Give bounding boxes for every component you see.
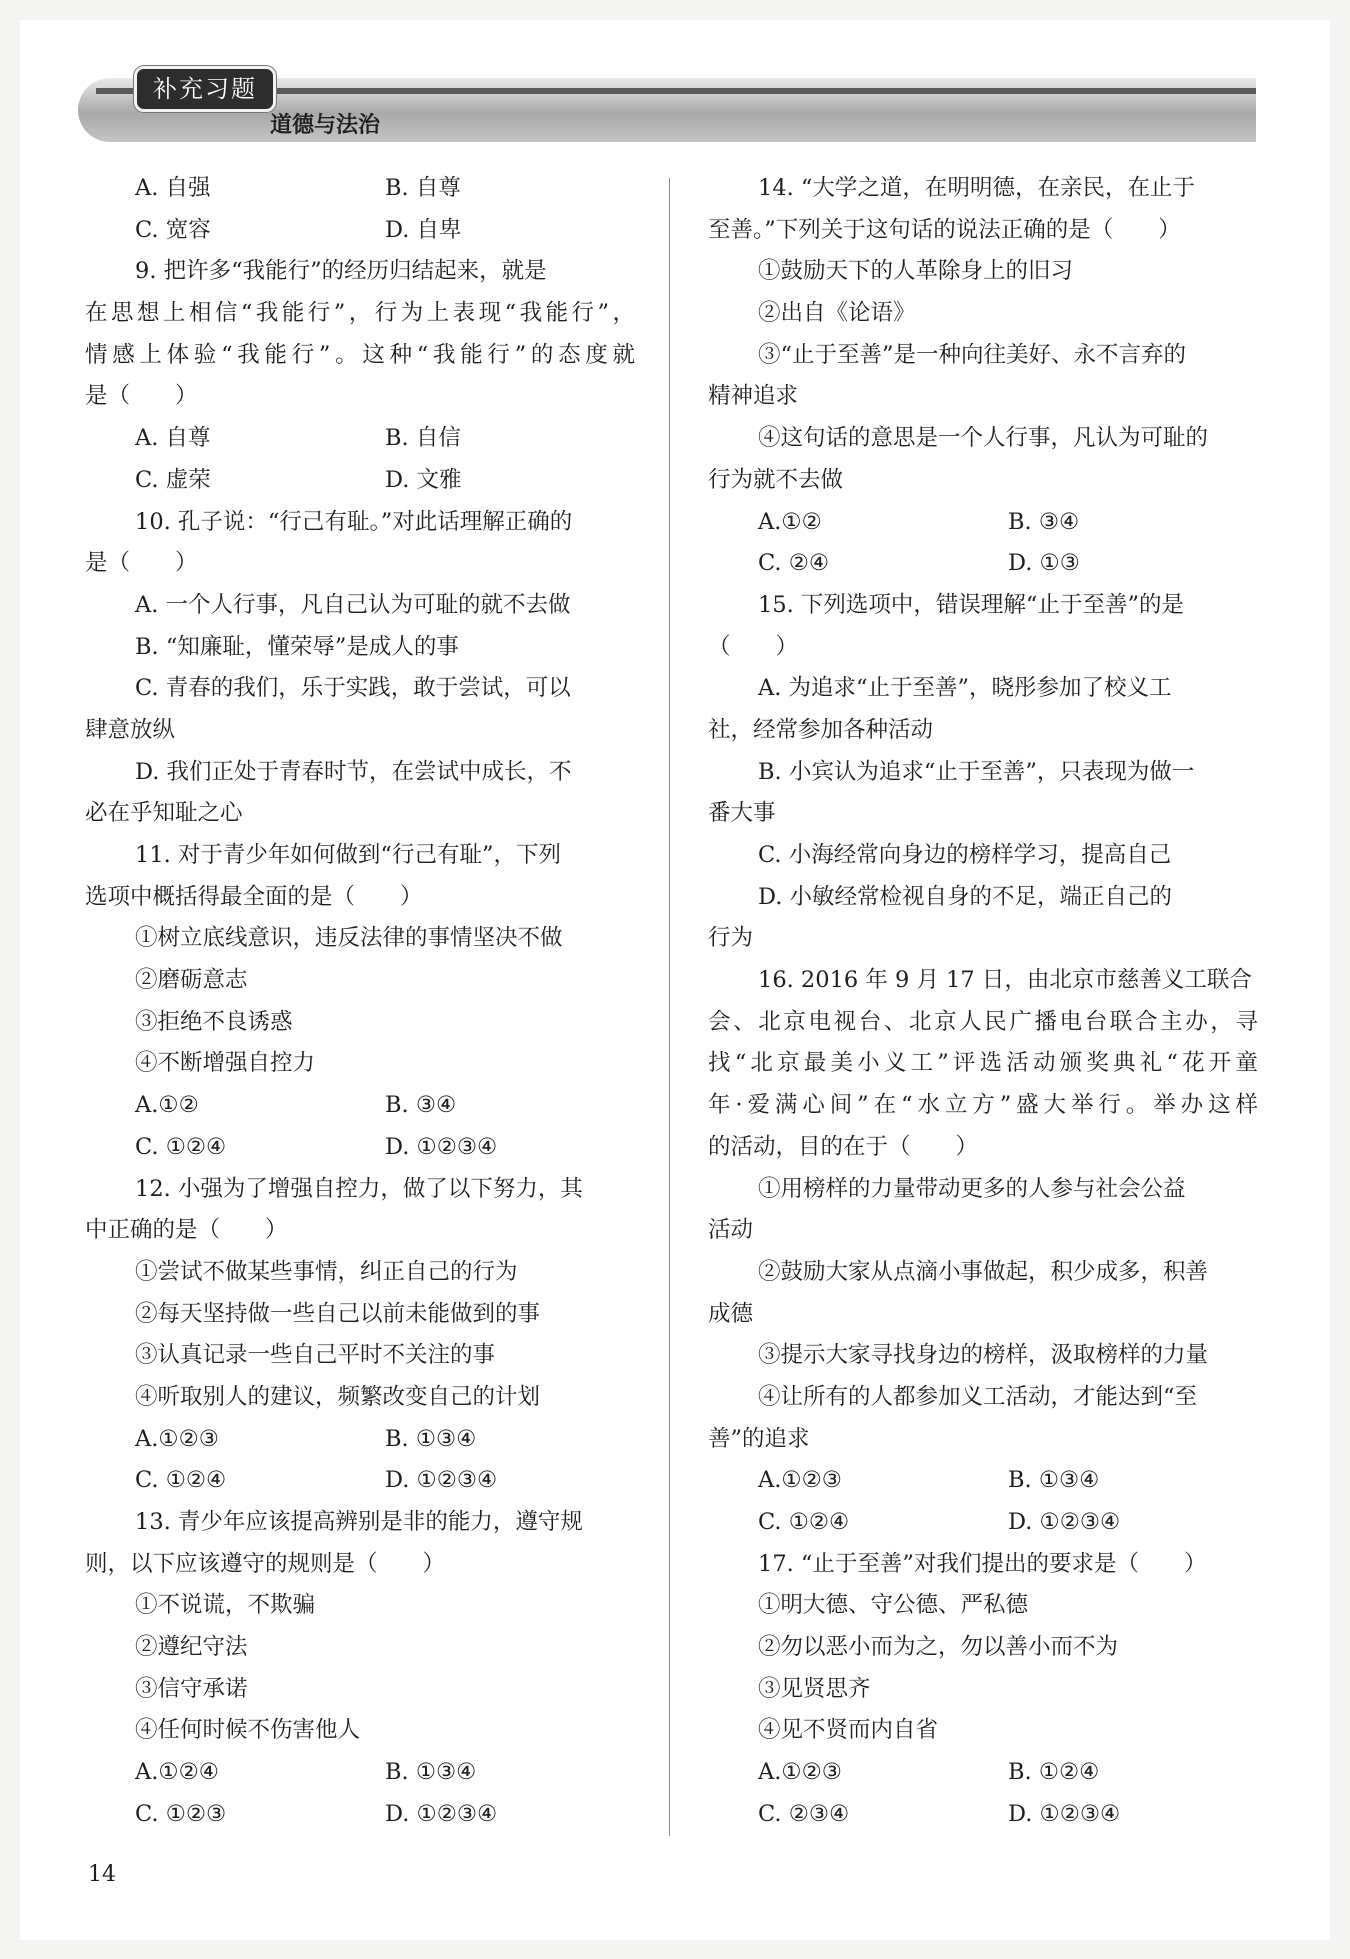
answer-option: C. 宽容 [135,216,211,243]
text-line: ①尝试不做某些事情，纠正自己的行为 [135,1258,518,1285]
text-line: 年·爱满心间”在“水立方”盛大举行。举办这样 [708,1092,1258,1119]
text-line: ③见贤思齐 [758,1675,871,1702]
text-line: 的活动，目的在于（ ） [708,1133,979,1160]
answer-options-row [85,1460,635,1502]
text-line: 成德 [708,1300,754,1327]
text-line: 情感上体验“我能行”。这种“我能行”的态度就 [85,341,635,368]
text-line: 善”的追求 [708,1425,810,1452]
text-line: ②勿以恶小而为之，勿以善小而不为 [758,1634,1119,1661]
text-line: A. 为追求“止于至善”，晓彤参加了校义工 [758,675,1172,702]
answer-options-row [85,1794,635,1836]
answer-option: A.①② [758,508,822,535]
page-number: 14 [88,1862,116,1887]
text-line: 是（ ） [85,383,198,410]
answer-option: C. ①②④ [758,1509,850,1535]
text-line: D. 我们正处于青春时节，在尝试中成长，不 [135,758,572,785]
text-line: C. 小海经常向身边的榜样学习，提高自己 [758,842,1172,868]
text-line: ①鼓励天下的人革除身上的旧习 [758,258,1074,285]
text-line: D. 小敏经常检视自身的不足，端正自己的 [758,883,1173,910]
text-line: ③认真记录一些自己平时不关注的事 [135,1342,496,1369]
text-line: 找“北京最美小义工”评选活动颁奖典礼“花开童 [708,1050,1258,1077]
answer-option: B. 自尊 [385,175,461,201]
answer-options-row [85,460,635,502]
text-line: 在思想上相信“我能行”，行为上表现“我能行”， [85,300,635,327]
answer-option: B. ③④ [385,1092,457,1119]
left-column [85,168,635,1836]
answer-options-row [85,418,635,460]
text-line: B. 小宾认为追求“止于至善”，只表现为做一 [758,758,1195,785]
text-line: ①不说谎，不欺骗 [135,1592,316,1619]
text-line: （ ） [708,633,799,660]
answer-option: C. ②④ [758,550,830,577]
text-line: 14. “大学之道，在明明德，在亲民，在止于 [758,175,1195,201]
answer-option: B. ①③④ [385,1425,477,1452]
text-line: 行为就不去做 [708,466,844,493]
text-line: ③拒绝不良诱惑 [135,1008,293,1035]
text-line: ④让所有的人都参加义工活动，才能达到“至 [758,1383,1198,1410]
answer-option: C. ①②④ [135,1133,227,1160]
text-line: A. 一个人行事，凡自己认为可耻的就不去做 [135,591,571,618]
answer-option: B. ①③④ [385,1759,477,1786]
answer-option: A.①②④ [135,1759,219,1786]
column-divider [669,178,670,1836]
answer-option: A.①②③ [758,1759,842,1786]
text-line: ①明大德、守公德、严私德 [758,1592,1029,1619]
text-line: 中正确的是（ ） [85,1217,288,1244]
answer-options-row [708,502,1258,544]
text-line: 行为 [708,925,754,952]
text-line: 13. 青少年应该提高辨别是非的能力，遵守规 [135,1509,583,1535]
subject-title: 道德与法治 [270,113,381,138]
text-line: 15. 下列选项中，错误理解“止于至善”的是 [758,591,1184,618]
section-tag: 补充习题 [134,66,276,112]
answer-option: D. ①②③④ [385,1800,498,1827]
text-line: 11. 对于青少年如何做到“行己有耻”，下列 [135,842,561,868]
answer-option: A. 自尊 [135,425,211,452]
text-line: 必在乎知耻之心 [85,800,243,827]
answer-options-row [708,1502,1258,1544]
text-line: 番大事 [708,800,776,827]
answer-option: D. ①②③④ [1008,1800,1121,1827]
text-line: ④任何时候不伤害他人 [135,1717,361,1744]
text-line: ②每天坚持做一些自己以前未能做到的事 [135,1300,541,1327]
answer-options-row [85,1127,635,1169]
text-line: ④听取别人的建议，频繁改变自己的计划 [135,1383,541,1410]
text-line: ②出自《论语》 [758,300,916,327]
answer-option: B. 自信 [385,425,461,452]
answer-option: C. ①②④ [135,1467,227,1494]
text-line: 12. 小强为了增强自控力，做了以下努力，其 [135,1175,583,1202]
answer-option: D. 自卑 [385,216,462,243]
answer-option: D. ①②③④ [1008,1509,1121,1535]
text-line: 肆意放纵 [85,716,176,743]
text-line: ③信守承诺 [135,1675,248,1702]
text-line: 17. “止于至善”对我们提出的要求是（ ） [758,1550,1207,1577]
answer-option: B. ①③④ [1008,1467,1100,1494]
text-line: ②磨砺意志 [135,967,248,994]
answer-option: A. 自强 [135,175,211,201]
answer-option: D. ①③ [1008,550,1080,577]
text-line: B. “知廉耻，懂荣辱”是成人的事 [135,633,459,660]
text-line: ②鼓励大家从点滴小事做起，积少成多，积善 [758,1258,1209,1285]
right-column [708,168,1258,1836]
text-line: 会、北京电视台、北京人民广播电台联合主办，寻 [708,1008,1258,1035]
text-line: ③提示大家寻找身边的榜样，汲取榜样的力量 [758,1342,1209,1369]
text-line: ①用榜样的力量带动更多的人参与社会公益 [758,1175,1186,1202]
text-line: 是（ ） [85,550,198,577]
answer-options-row [708,1460,1258,1502]
text-line: 选项中概括得最全面的是（ ） [85,883,423,910]
text-line: 则，以下应该遵守的规则是（ ） [85,1550,446,1577]
text-line: 社，经常参加各种活动 [708,716,934,743]
answer-option: B. ③④ [1008,508,1080,535]
text-line: 活动 [708,1217,754,1244]
answer-option: C. ①②③ [135,1800,227,1827]
text-line: ④见不贤而内自省 [758,1717,939,1744]
answer-options-row [85,1752,635,1794]
answer-option: A.①②③ [135,1425,219,1452]
text-line: ②遵纪守法 [135,1634,248,1661]
answer-options-row [85,1085,635,1127]
answer-option: B. ①②④ [1008,1759,1100,1786]
text-line: 至善。”下列关于这句话的说法正确的是（ ） [708,216,1181,243]
answer-option: A.①② [135,1092,199,1119]
answer-options-row [85,210,635,252]
text-line: 10. 孔子说：“行己有耻。”对此话理解正确的 [135,508,573,535]
answer-options-row [708,1752,1258,1794]
text-line: 16. 2016 年 9 月 17 日，由北京市慈善义工联合 [758,967,1252,994]
text-line: C. 青春的我们，乐于实践，敢于尝试，可以 [135,675,571,702]
answer-options-row [85,1419,635,1461]
text-line: ①树立底线意识，违反法律的事情坚决不做 [135,925,563,952]
answer-option: D. ①②③④ [385,1133,498,1160]
answer-option: C. ②③④ [758,1800,850,1827]
text-line: ④这句话的意思是一个人行事，凡认为可耻的 [758,425,1209,452]
answer-option: D. 文雅 [385,466,462,493]
answer-options-row [85,168,635,210]
answer-options-row [708,1794,1258,1836]
text-line: ④不断增强自控力 [135,1050,316,1077]
answer-option: A.①②③ [758,1467,842,1494]
answer-options-row [708,543,1258,585]
text-line: 精神追求 [708,383,799,410]
answer-option: D. ①②③④ [385,1467,498,1494]
answer-option: C. 虚荣 [135,466,211,493]
text-line: 9. 把许多“我能行”的经历归结起来，就是 [135,258,547,285]
text-line: ③“止于至善”是一种向往美好、永不言弃的 [758,341,1187,368]
